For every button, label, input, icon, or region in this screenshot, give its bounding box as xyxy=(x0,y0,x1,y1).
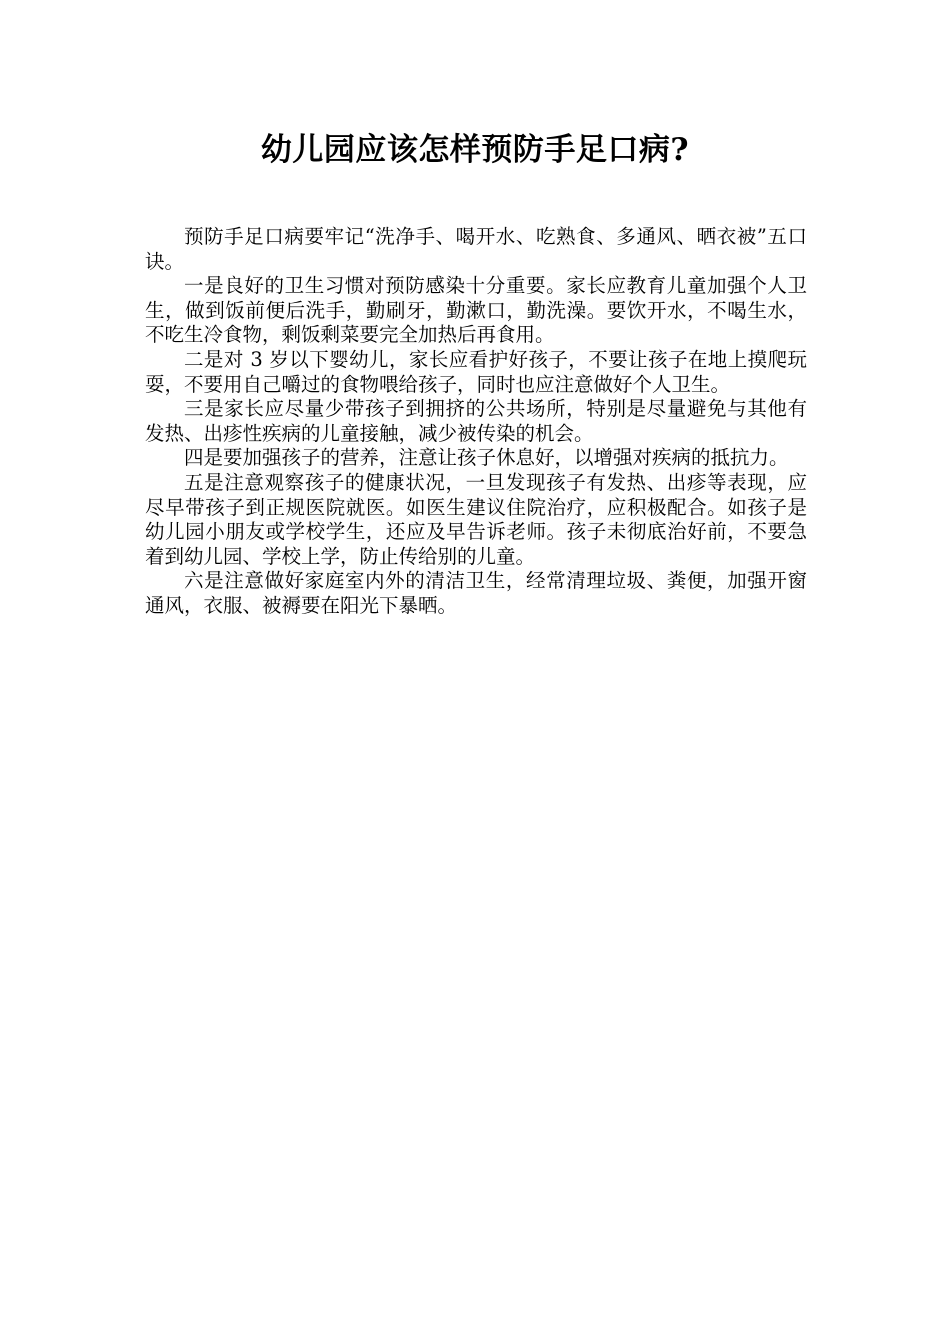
paragraph-hygiene: 一是良好的卫生习惯对预防感染十分重要。家长应教育儿童加强个人卫生，做到饭前便后洗手，勤刷牙，勤漱口，勤洗澡。要饮开水，不喝生水，不吃生冷食物，剩饭剩菜要完全加热后再食用。 xyxy=(145,274,807,347)
paragraph-intro: 预防手足口病要牢记“洗净手、喝开水、吃熟食、多通风、晒衣被”五口诀。 xyxy=(145,225,807,273)
paragraph-cleaning: 六是注意做好家庭室内外的清洁卫生，经常清理垃圾、粪便，加强开窗通风，衣服、被褥要在阳光下暴晒。 xyxy=(145,569,807,617)
paragraph-observation: 五是注意观察孩子的健康状况，一旦发现孩子有发热、出疹等表现，应尽早带孩子到正规医院就医。如医生建议住院治疗，应积极配合。如孩子是幼儿园小朋友或学校学生，还应及早告诉老师。孩子未彻底治好前，不要急着到幼儿园、学校上学，防止传给别的儿童。 xyxy=(145,470,807,568)
document-title: 幼儿园应该怎样预防手足口病? xyxy=(260,132,690,168)
paragraph-nutrition: 四是要加强孩子的营养，注意让孩子休息好，以增强对疾病的抵抗力。 xyxy=(184,446,789,470)
paragraph-infant-care: 二是对 3 岁以下婴幼儿，家长应看护好孩子，不要让孩子在地上摸爬玩耍，不要用自己嚼过的食物喂给孩子，同时也应注意做好个人卫生。 xyxy=(145,347,807,396)
paragraph-public-places: 三是家长应尽量少带孩子到拥挤的公共场所，特别是尽量避免与其他有发热、出疹性疾病的儿童接触，减少被传染的机会。 xyxy=(145,397,807,445)
document-body xyxy=(145,225,807,619)
